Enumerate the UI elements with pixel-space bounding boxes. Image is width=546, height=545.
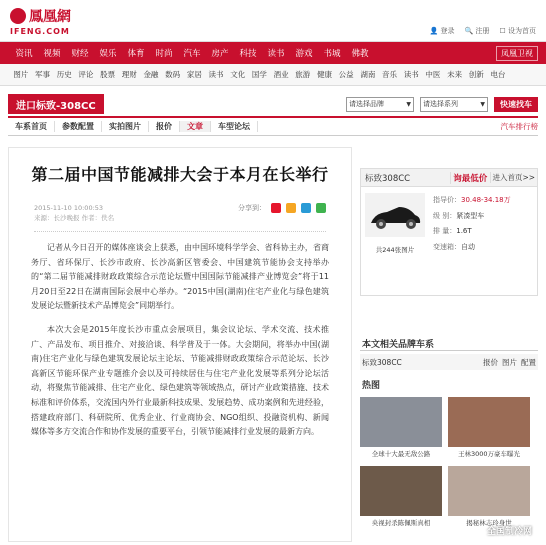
subnav-item[interactable]: 国学	[251, 70, 267, 79]
spec-key: 级 别：	[433, 211, 457, 220]
hot-image-card[interactable]	[448, 466, 530, 527]
primary-nav	[0, 42, 546, 64]
subnav-item[interactable]: 健康	[316, 70, 332, 79]
hot-images-title: 热图	[362, 381, 381, 391]
chevron-down-icon: ▼	[406, 100, 411, 108]
nav-item[interactable]: 汽车	[183, 49, 201, 59]
nav-item[interactable]: 游戏	[295, 49, 313, 59]
nav-item[interactable]: 佛教	[351, 49, 369, 59]
secondary-nav	[0, 64, 546, 86]
subnav-item[interactable]: 创新	[468, 70, 484, 79]
tab-photos[interactable]: 实拍图片	[102, 121, 149, 132]
hot-image[interactable]	[360, 397, 442, 447]
nav-item[interactable]: 科技	[239, 49, 257, 59]
subnav-item[interactable]: 读书	[208, 70, 224, 79]
nav-item[interactable]: 体育	[127, 49, 145, 59]
article-meta	[34, 203, 326, 223]
car-summary-box	[360, 168, 538, 296]
tencent-weibo-icon[interactable]	[301, 203, 311, 213]
hot-image[interactable]	[360, 466, 442, 516]
hot-image-caption[interactable]: 央视封杀陈佩斯真相	[371, 519, 431, 527]
article-source: 来源：长沙晚报 作者：佚名	[34, 214, 115, 222]
subnav-item[interactable]: 理财	[121, 70, 137, 79]
weibo-icon[interactable]	[271, 203, 281, 213]
car-tabs	[8, 118, 538, 136]
phoenix-tv-button[interactable]: 凤凰卫视	[496, 46, 538, 61]
brand-select[interactable]: 请选择品牌 ▼	[346, 97, 414, 112]
article-paragraph: 记者从今日召开的媒体座谈会上获悉，由中国环境科学学会、省科协主办，省商务厅、省环保厅、长沙市政府、长沙高新区管委会、中国建筑节能协会支持举办的“第二届节能减排财政政策综合示范论坛暨中国国际节能减排产业博览会”将于11月20日至22日在湖南国际会展中心举办。“2015中国(湖南)住宅产业化与绿色建筑发展论坛暨新技术产品博览会”同期举行。	[31, 243, 329, 311]
subnav-item[interactable]: 电台	[490, 70, 506, 79]
subnav-item[interactable]: 评论	[78, 70, 94, 79]
car-name[interactable]: 标致308CC	[365, 173, 411, 184]
subnav-item[interactable]: 未来	[447, 70, 463, 79]
tab-series-home[interactable]: 车系首页	[8, 121, 55, 132]
nav-item[interactable]: 财经	[71, 49, 89, 59]
tab-forum[interactable]: 车型论坛	[211, 121, 258, 132]
hot-image[interactable]	[448, 397, 530, 447]
logo-text: 鳳凰網	[29, 9, 71, 25]
hot-image-caption[interactable]: 揭秘林志玲身世	[466, 519, 512, 527]
related-photos-link[interactable]: 图片	[502, 357, 517, 367]
tab-articles[interactable]: 文章	[180, 121, 211, 132]
car-series-title: 进口标致-308CC	[8, 94, 104, 114]
subnav-item[interactable]: 公益	[338, 70, 354, 79]
watermark: 全国制冷网	[486, 527, 532, 537]
hot-image[interactable]	[448, 466, 530, 516]
car-icon	[365, 193, 425, 237]
car-summary-header	[361, 169, 537, 187]
subnav-item[interactable]: 音乐	[382, 70, 398, 79]
nav-item[interactable]: 读书	[267, 49, 285, 59]
car-ranking-link[interactable]: 汽车排行榜	[500, 122, 538, 131]
tab-price[interactable]: 报价	[149, 121, 180, 132]
subnav-item[interactable]: 文化	[230, 70, 246, 79]
spec-value: 1.6T	[456, 227, 472, 235]
nav-item[interactable]: 时尚	[155, 49, 173, 59]
car-series-bar	[8, 92, 538, 118]
spec-key: 指导价：	[433, 196, 461, 204]
hot-image-card[interactable]	[360, 397, 442, 458]
article-date: 2015-11-10 10:00:53	[34, 204, 104, 212]
site-header	[0, 0, 546, 42]
spec-value: 自动	[461, 242, 475, 251]
set-homepage-link[interactable]: ☐ 设为首页	[499, 27, 536, 35]
related-series-name[interactable]: 标致308CC	[362, 357, 402, 367]
hot-image-caption[interactable]: 王林3000万豪车曝光	[457, 450, 521, 458]
spec-value: 30.48-34.18万	[461, 196, 511, 204]
subnav-item[interactable]: 数码	[165, 70, 181, 79]
article-paragraph: 本次大会是2015年度长沙市重点会展项目，集会议论坛、学术交流、技术推广、产品发布、项目推介、对接洽谈、科学普及于一体。大会期间，将举办中国(湖南)住宅产业化与绿色建筑发展论坛主论坛、节能减排财政政策综合示范论坛、长沙高新区节能环保产业专题推介会以及可持续居住与住宅产业化发展等系列分论坛活动，将聚焦节能减排、住宅产业化、绿色建筑等领域热点，研讨产业政策措施、技术标准和评价体系，交流国内外行业最新科技成果、发展趋势、成功案例和先进经验，搭建政府部门、科研院所、优秀企业、行业商协会、NGO组织、投融资机构、新闻媒体等多方交流合作和协作发展的重要平台，引领节能减排行业发展的最新方向。	[31, 324, 329, 437]
share-label: 分享到：	[238, 204, 266, 212]
spec-key: 变速箱：	[433, 242, 461, 251]
article-panel	[8, 147, 352, 542]
qzone-icon[interactable]	[286, 203, 296, 213]
subnav-item[interactable]: 酒业	[273, 70, 289, 79]
subnav-item[interactable]: 读书	[403, 70, 419, 79]
car-image[interactable]	[365, 193, 425, 237]
chevron-down-icon: ▼	[480, 100, 485, 108]
hot-images-grid	[360, 397, 538, 527]
wechat-icon[interactable]	[316, 203, 326, 213]
subnav-item[interactable]: 图片	[13, 70, 29, 79]
nav-item[interactable]: 房产	[211, 49, 229, 59]
nav-item[interactable]: 视频	[43, 49, 61, 59]
quick-find-car-button[interactable]: 快速找车	[494, 97, 538, 112]
related-price-link[interactable]: 报价	[483, 357, 498, 367]
subnav-item[interactable]: 旅游	[295, 70, 311, 79]
hot-image-card[interactable]	[448, 397, 530, 458]
article-headline: 第二届中国节能减排大会于本月在长举行	[31, 165, 329, 184]
spec-key: 排 量：	[433, 227, 457, 235]
login-link[interactable]: 👤 登录	[429, 27, 455, 35]
nav-item[interactable]: 书城	[323, 49, 341, 59]
enter-home-link[interactable]: 进入首页>>	[490, 172, 537, 183]
subnav-item[interactable]: 金融	[143, 70, 159, 79]
related-section-title: 本文相关品牌车系	[360, 337, 538, 351]
nav-item[interactable]: 资讯	[15, 49, 33, 59]
subnav-item[interactable]: 股票	[100, 70, 116, 79]
ask-price-button[interactable]: 询最低价	[450, 172, 490, 184]
series-select[interactable]: 请选择系列 ▼	[420, 97, 488, 112]
sidebar	[360, 168, 538, 527]
logo-subtext: IFENG.COM	[10, 27, 70, 36]
related-config-link[interactable]: 配置	[521, 357, 536, 367]
tab-specs[interactable]: 参数配置	[55, 121, 102, 132]
subnav-item[interactable]: 历史	[56, 70, 72, 79]
register-link[interactable]: 🔍 注册	[464, 27, 490, 35]
divider	[34, 231, 326, 232]
nav-item[interactable]: 娱乐	[99, 49, 117, 59]
hot-image-caption[interactable]: 全球十大最无敌公路	[371, 450, 431, 458]
share-bar	[238, 203, 326, 213]
site-logo[interactable]	[10, 6, 90, 36]
subnav-item[interactable]: 中医	[425, 70, 441, 79]
subnav-item[interactable]: 湖南	[360, 70, 376, 79]
related-series-row	[360, 354, 538, 370]
hot-image-card[interactable]	[360, 466, 442, 527]
subnav-item[interactable]: 家居	[186, 70, 202, 79]
top-links	[430, 26, 536, 36]
subnav-item[interactable]: 军事	[35, 70, 51, 79]
image-count[interactable]: 共244张图片	[375, 246, 415, 254]
spec-value: 紧凑型车	[456, 211, 485, 220]
car-specs	[433, 193, 511, 255]
phoenix-logo-icon	[10, 8, 26, 24]
